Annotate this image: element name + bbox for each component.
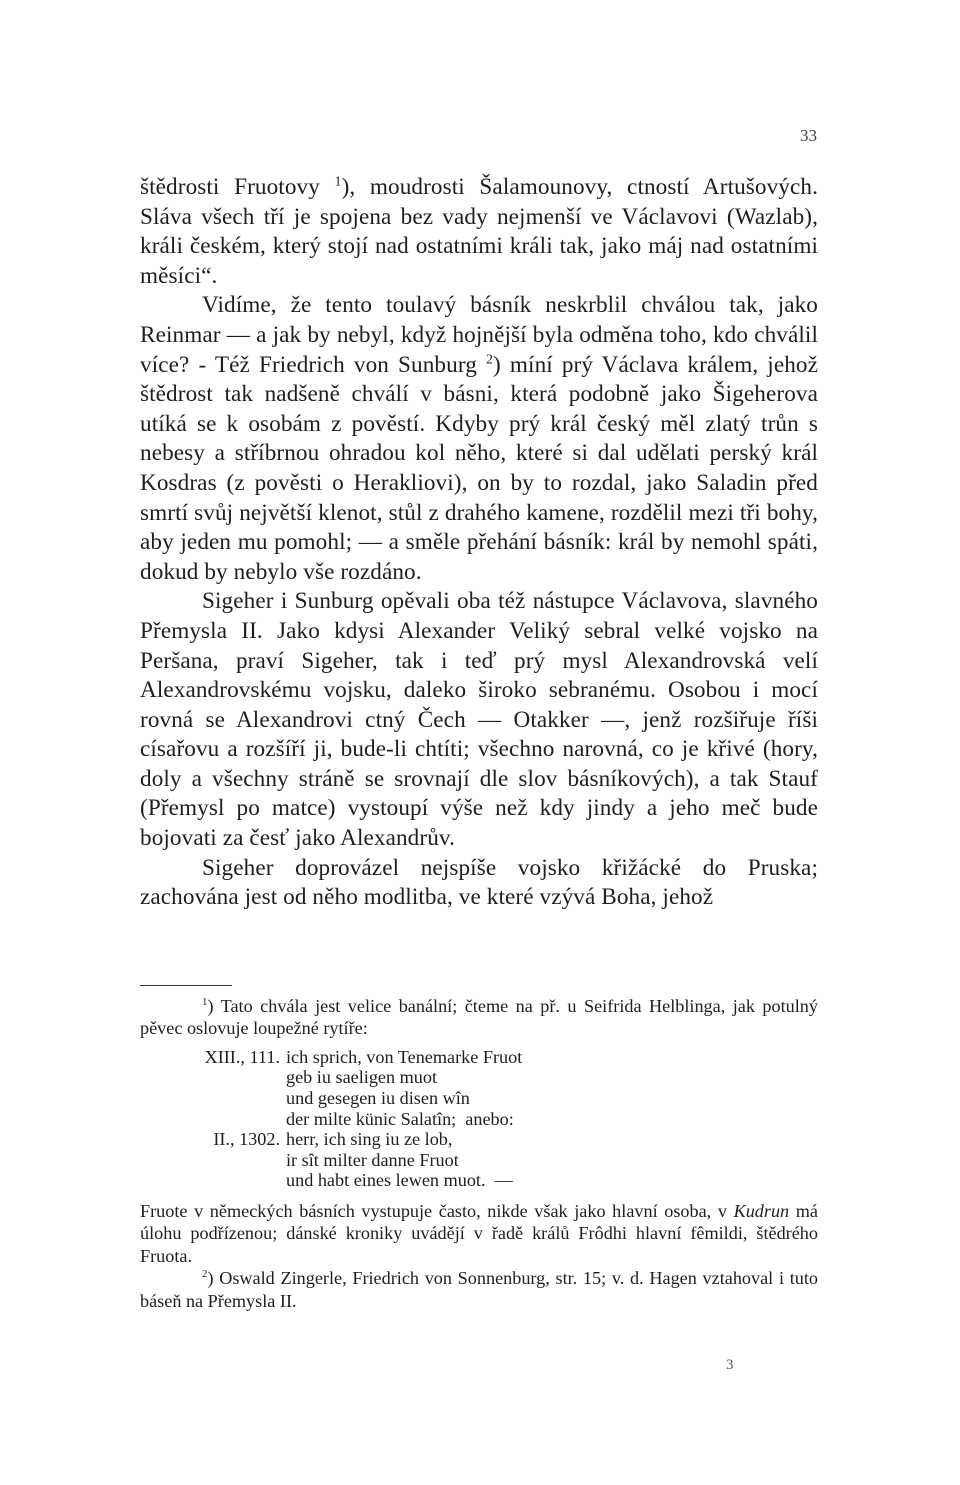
footnote-2 [140, 1267, 818, 1312]
verse-ref: II., 1302. [213, 1129, 280, 1150]
footnote-ref-2: 2 [485, 351, 494, 367]
verse-ref [140, 1109, 286, 1130]
footnote-text: ) Tato chvála jest velice banální; čteme na př. u Seifrida Helblinga, jak potulný pěvec oslovuje loupežné rytíře: [140, 996, 818, 1039]
verse-text: und gesegen iu disen wîn [286, 1088, 470, 1108]
verse-line [140, 1067, 818, 1088]
verse-line [140, 1088, 818, 1109]
verse-ref [140, 1088, 286, 1109]
verse-text: ich sprich, von Tenemarke Fruot [286, 1046, 523, 1067]
verse-text: der milte künic Salatîn; anebo: [286, 1108, 514, 1129]
footnote-mark-2: 2 [202, 1268, 208, 1281]
verse-ref [140, 1067, 286, 1088]
work-title: Kudrun [733, 1200, 790, 1221]
verse-text: ir sît milter danne Fruot [286, 1149, 459, 1170]
verse-ref: XIII., 111. [204, 1046, 280, 1067]
paragraph-text: štědrosti Fruotovy [140, 174, 335, 200]
footnotes [140, 995, 818, 1312]
footnote-rule [140, 985, 232, 986]
main-text [140, 173, 818, 913]
verse-line [140, 1047, 818, 1068]
signature-mark: 3 [726, 1357, 734, 1373]
paragraph-2 [140, 291, 818, 587]
paragraph-text: ), moudrosti Šalamounovy, ctností Artušových. Sláva všech tří je spojena bez vady nejmenší ve Václavovi (Wazlab), králi českém, který stojí nad ostatními králi tak, jako máj nad ostatními měsíci“. [140, 174, 818, 289]
verse-ref [140, 1170, 286, 1191]
verse-line [140, 1109, 818, 1130]
footnote-1 [140, 995, 818, 1040]
footnote-ref-1: 1 [334, 174, 342, 190]
paragraph-text: ) míní prý Václava králem, jehož štědrost tak nadšeně chválí v básni, která podobně jako Šigeherova utíká se k osobám z pověstí. Kdyby prý král český měl zlatý trůn s nebesy a stříbrnou ohradou kol něho, které si dal udělati perský král Kosdras (z pověsti o Herakliovi), on by to rozdal, jako Saladin před smrtí svůj největší klenot, stůl z drahého kamene, rozdělil mezi tři bohy, aby jeden mu pomohl; — a směle přehání básník: král by nemohl spáti, dokud by nebylo vše rozdáno. [140, 351, 819, 585]
footnote-text: ) Oswald Zingerle, Friedrich von Sonnenburg, str. 15; v. d. Hagen vztahoval i tuto báseň na Přemysla II. [140, 1268, 818, 1311]
paragraph-1 [140, 173, 818, 291]
verse-text: geb iu saeligen muot [286, 1067, 438, 1088]
verse-quote [140, 1047, 818, 1191]
verse-ref [140, 1150, 286, 1171]
footnote-text: má úlohu podřízenou; dánské kroniky uvádějí v řadě králů Frôdhi hlavní fêmildi, štědrého Fruota. [140, 1200, 818, 1266]
verse-text: und habt eines lewen muot. — [286, 1170, 513, 1191]
footnote-1-continuation [140, 1200, 818, 1267]
footnote-text: Fruote v německých básních vystupuje často, nikde však jako hlavní osoba, v [140, 1200, 734, 1221]
paragraph-4: Sigeher doprovázel nejspíše vojsko křižácké do Pruska; zachována jest od něho modlitba, ve které vzývá Boha, jehož [140, 854, 818, 911]
verse-text: herr, ich sing iu ze lob, [286, 1129, 453, 1150]
footnote-mark-1: 1 [202, 995, 208, 1008]
page-number: 33 [800, 126, 817, 145]
verse-line [140, 1150, 818, 1171]
verse-line [140, 1170, 818, 1191]
paragraph-3: Sigeher i Sunburg opěvali oba též nástupce Václavova, slavného Přemysla II. Jako kdysi Alexander Veliký sebral velké vojsko na Peršana, praví Sigeher, tak i teď prý mysl Alexandrovská velí Alexandrovskému vojsku, daleko široko sebranému. Osobou i mocí rovná se Alexandrovi ctný Čech — Otakker —, jenž rozšiřuje říši císařovu a rozšíří ji, bude-li chtíti; všechno narovná, co je křivé (hory, doly a všechny stráně se srovnají dle slov básníkových), a tak Stauf (Přemysl po matce) vystoupí výše než kdy jindy a jeho meč bude bojovati za česť jako Alexandrův. [140, 588, 818, 852]
verse-line [140, 1129, 818, 1150]
paragraph-text: Vidíme, že tento toulavý básník neskrblil chválou tak, jako Reinmar — a jak by nebyl, když hojnější byla odměna toho, kdo chválil více? - Též Friedrich von Sunburg [140, 292, 818, 378]
